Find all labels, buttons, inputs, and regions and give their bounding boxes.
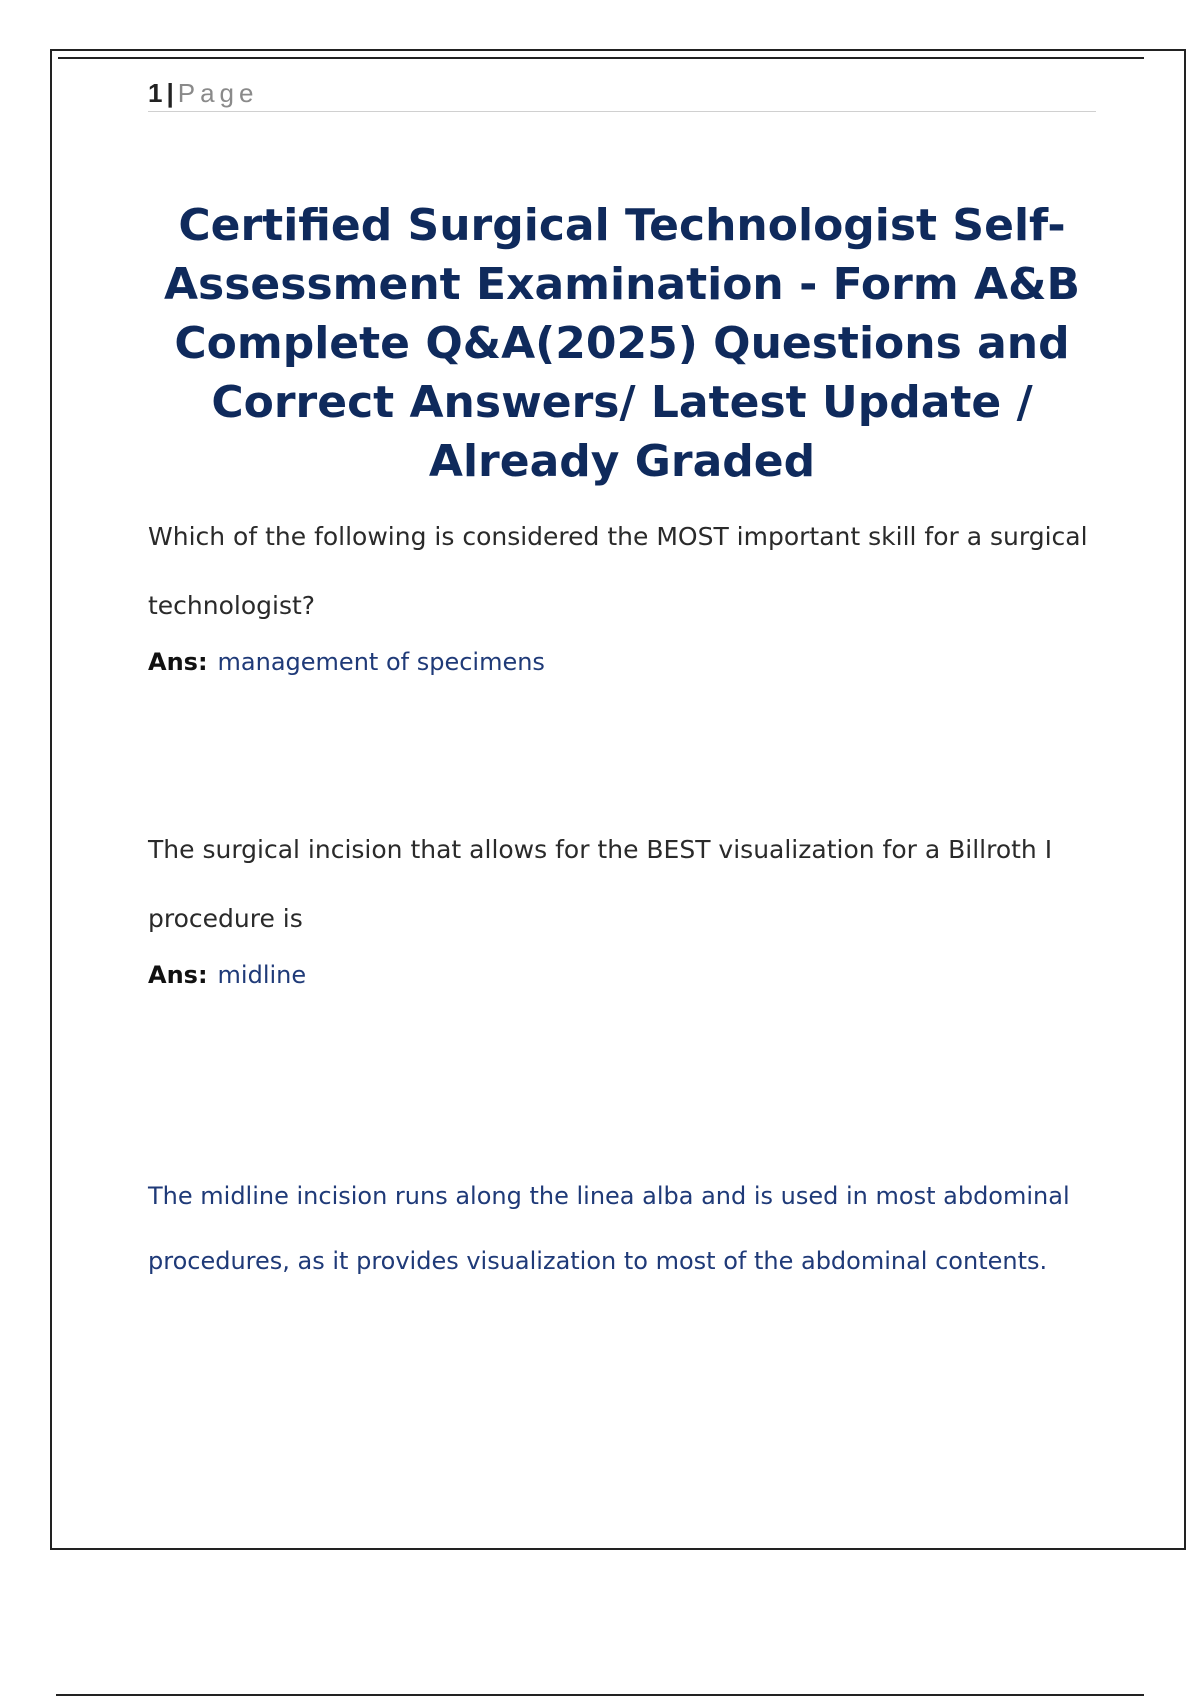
page-separator: | [166,78,174,108]
answer-label: Ans: [148,961,208,989]
page-header [148,75,1096,112]
answer-line [148,957,1138,993]
answer-text: midline [217,961,307,989]
question-text: Which of the following is considered the MOST important skill for a surgical technologist? [148,522,1088,620]
answer-line [148,644,1138,680]
document-title: Certified Surgical Technologist Self-Assessment Examination - Form A&B Complete Q&A(2025) Questions and Correct Answers/ Latest Update / Already Graded [164,200,1080,487]
page-frame [50,49,1186,1550]
page-number: 1 [148,78,163,108]
qa-item-2 [148,815,1138,993]
answer-text: management of specimens [217,648,545,676]
answer-label: Ans: [148,648,208,676]
question-text: The surgical incision that allows for the BEST visualization for a Billroth I procedure is [148,835,1053,933]
explanation-text: The midline incision runs along the linea alba and is used in most abdominal procedures, as it provides visualization to most of the abdominal contents. [148,1182,1070,1275]
bottom-rule [56,1694,1144,1696]
qa-item-1 [148,502,1138,680]
page-label: Page [177,78,259,108]
top-rule [58,57,1144,59]
